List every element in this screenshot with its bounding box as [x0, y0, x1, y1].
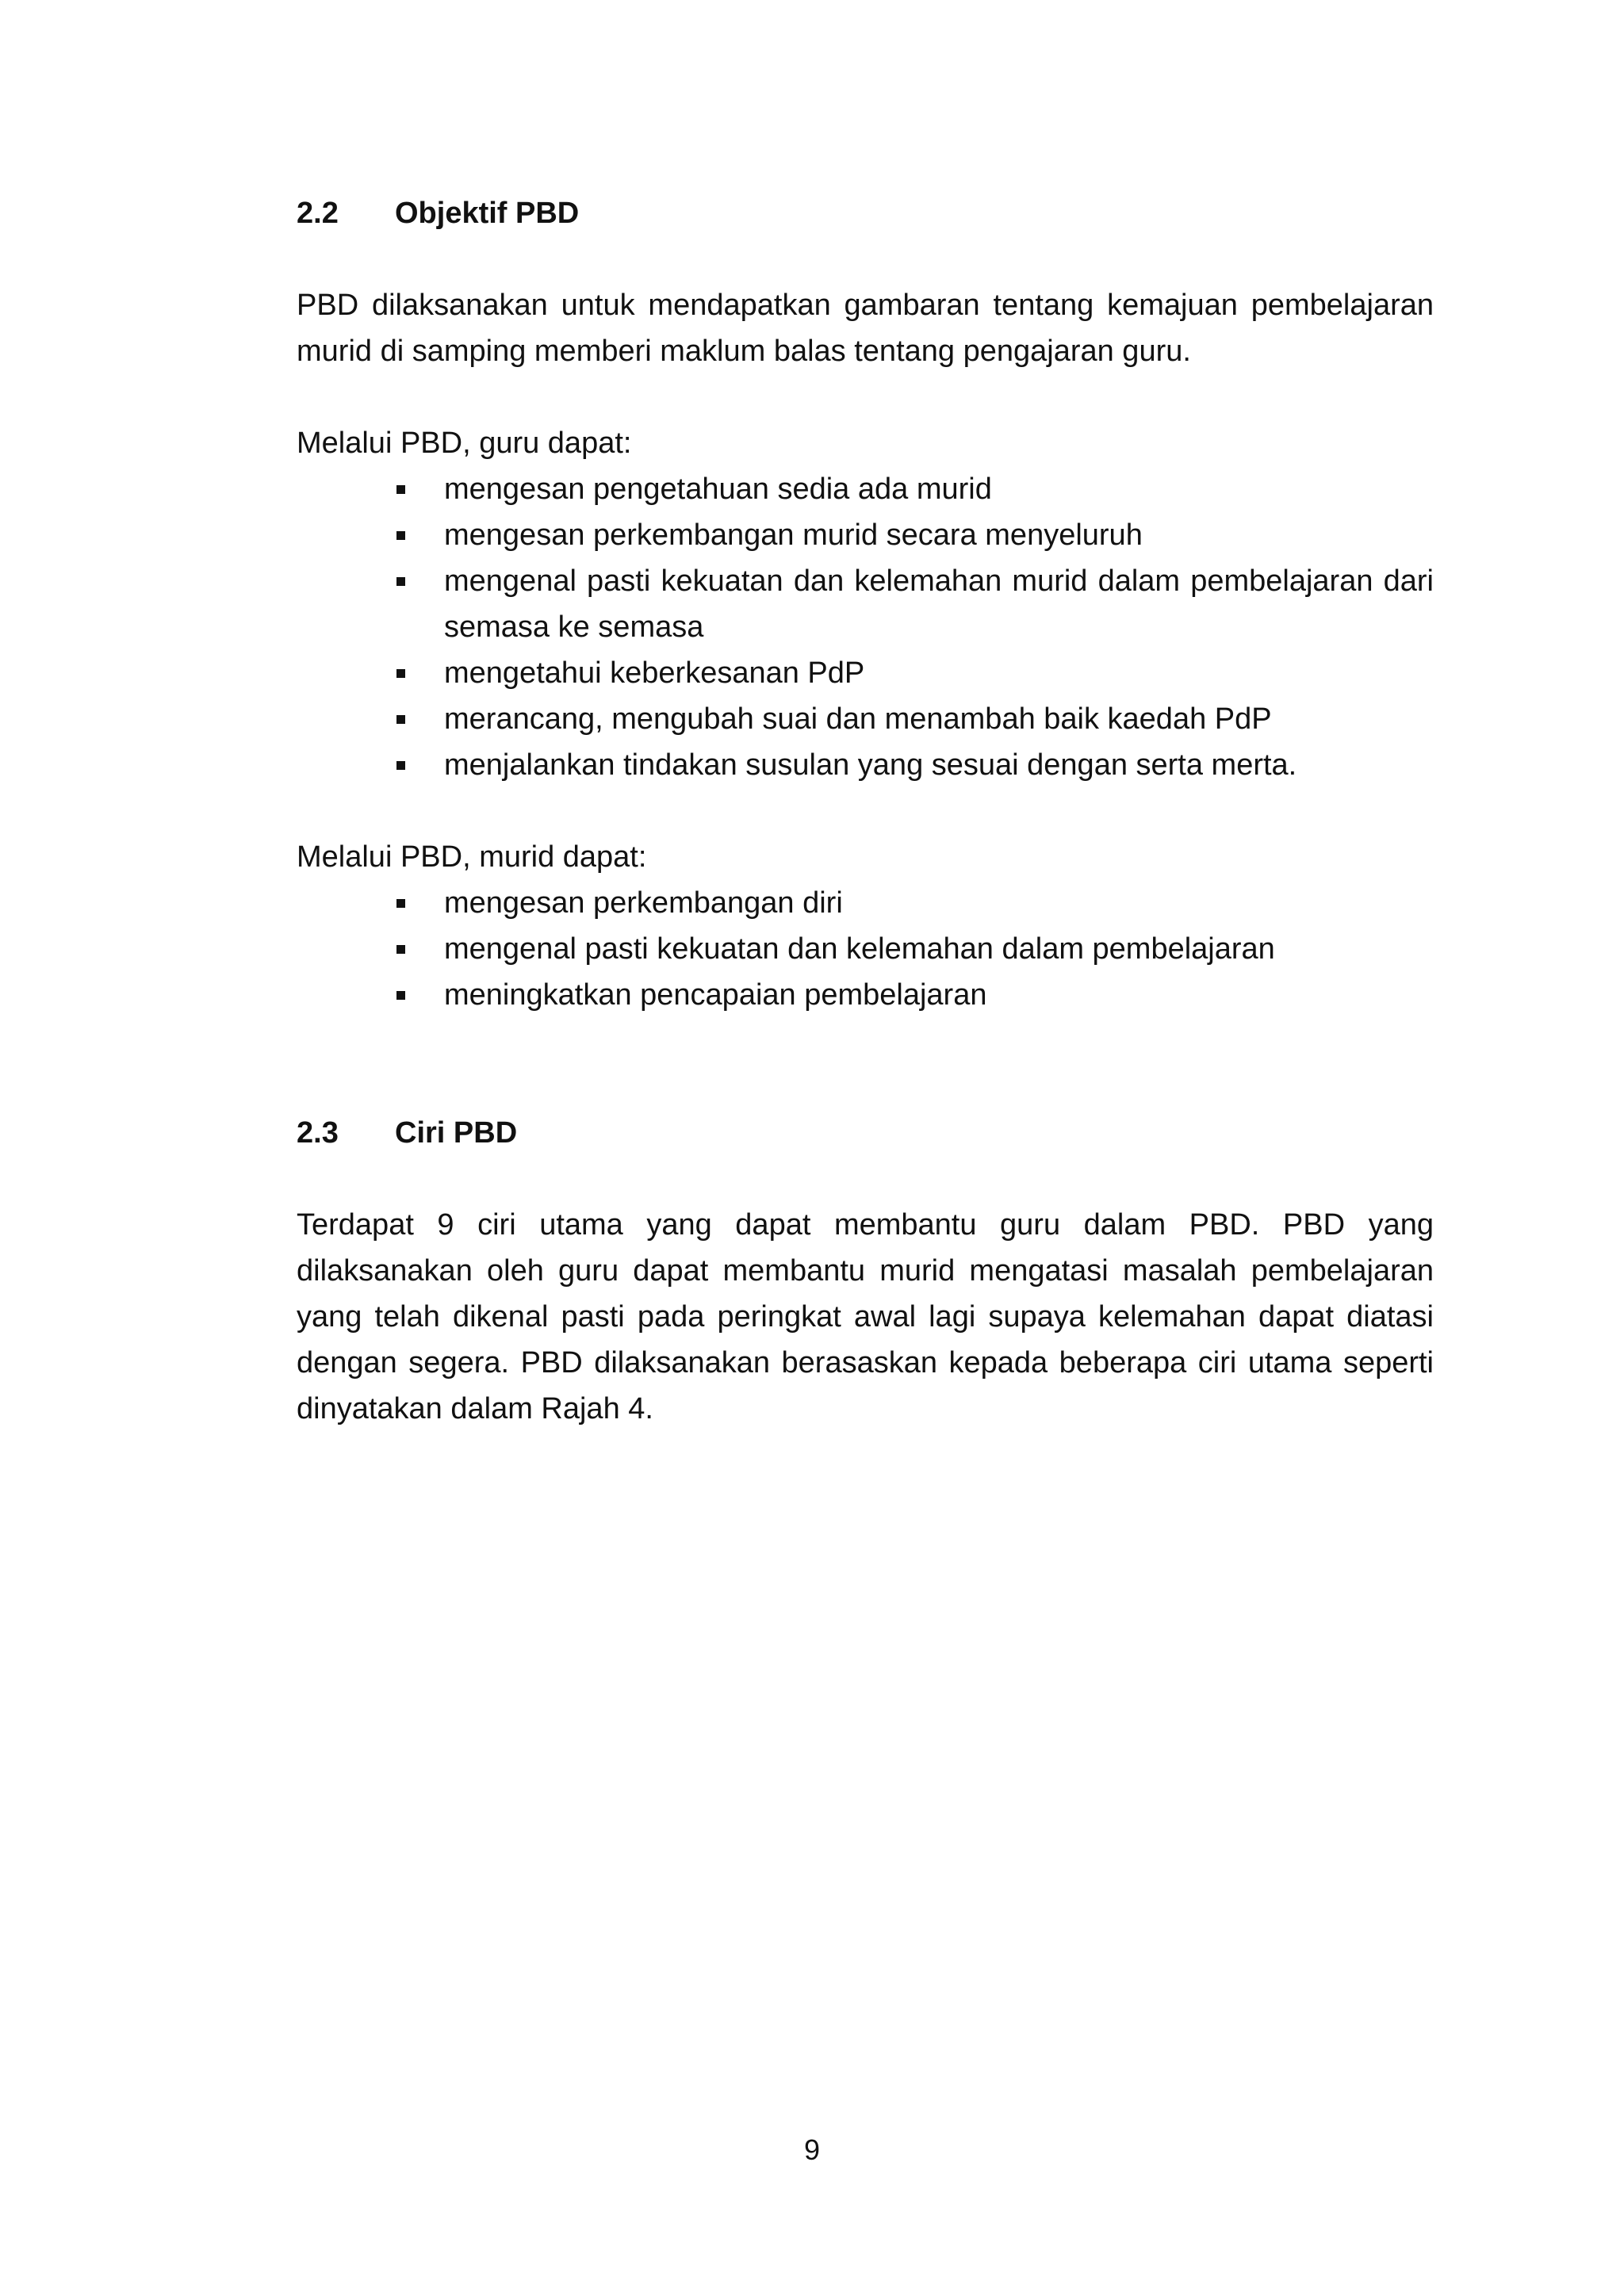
spacer: [297, 374, 1434, 420]
section-title: Ciri PBD: [395, 1116, 518, 1150]
murid-lead-text: Melalui PBD, murid dapat:: [297, 840, 647, 874]
square-bullet-icon: [396, 669, 405, 678]
square-bullet-icon: [396, 485, 405, 494]
murid-bullet-list: [297, 880, 1434, 1018]
page-number: 9: [803, 2133, 821, 2166]
list-item: mengetahui keberkesanan PdP: [297, 650, 1434, 696]
square-bullet-icon: [396, 945, 405, 954]
list-item: mengenal pasti kekuatan dan kelemahan dalam pembelajaran: [297, 926, 1434, 972]
section-number: 2.2: [297, 197, 339, 230]
guru-lead-text: Melalui PBD, guru dapat:: [297, 427, 632, 460]
ciri-body-paragraph: Terdapat 9 ciri utama yang dapat membantu guru dalam PBD. PBD yang dilaksanakan oleh guru dapat membantu murid mengatasi masalah pembelajaran yang telah dikenal pasti pada peringkat awal lagi supaya kelemahan dapat diatasi dengan segera. PBD dilaksanakan berasaskan kepada beberapa ciri utama seperti dinyatakan dalam Rajah 4.: [297, 1208, 1434, 1425]
section-title: Objektif PBD: [395, 197, 580, 230]
list-item: mengesan pengetahuan sedia ada murid: [297, 466, 1434, 512]
spacer: [297, 1156, 1434, 1202]
list-item: mengenal pasti kekuatan dan kelemahan murid dalam pembelajaran dari semasa ke semasa: [297, 558, 1434, 650]
spacer: [297, 1018, 1434, 1110]
list-item: meningkatkan pencapaian pembelajaran: [297, 972, 1434, 1018]
guru-bullet-list: [297, 466, 1434, 788]
spacer: [297, 788, 1434, 834]
list-item: mengesan perkembangan murid secara menyeluruh: [297, 512, 1434, 558]
objective-intro-paragraph: PBD dilaksanakan untuk mendapatkan gambaran tentang kemajuan pembelajaran murid di samping memberi maklum balas tentang pengajaran guru.: [297, 289, 1434, 368]
list-item: merancang, mengubah suai dan menambah baik kaedah PdP: [297, 696, 1434, 742]
section-heading-2-3: [297, 1110, 1434, 1156]
spacer: [297, 236, 1434, 282]
list-item: menjalankan tindakan susulan yang sesuai dengan serta merta.: [297, 742, 1434, 788]
page-content: [297, 190, 1434, 1432]
square-bullet-icon: [396, 761, 405, 770]
square-bullet-icon: [396, 531, 405, 540]
section-heading-2-2: [297, 190, 1434, 236]
square-bullet-icon: [396, 715, 405, 724]
square-bullet-icon: [396, 577, 405, 586]
square-bullet-icon: [396, 899, 405, 908]
list-item: mengesan perkembangan diri: [297, 880, 1434, 926]
square-bullet-icon: [396, 991, 405, 1000]
section-number: 2.3: [297, 1116, 339, 1150]
